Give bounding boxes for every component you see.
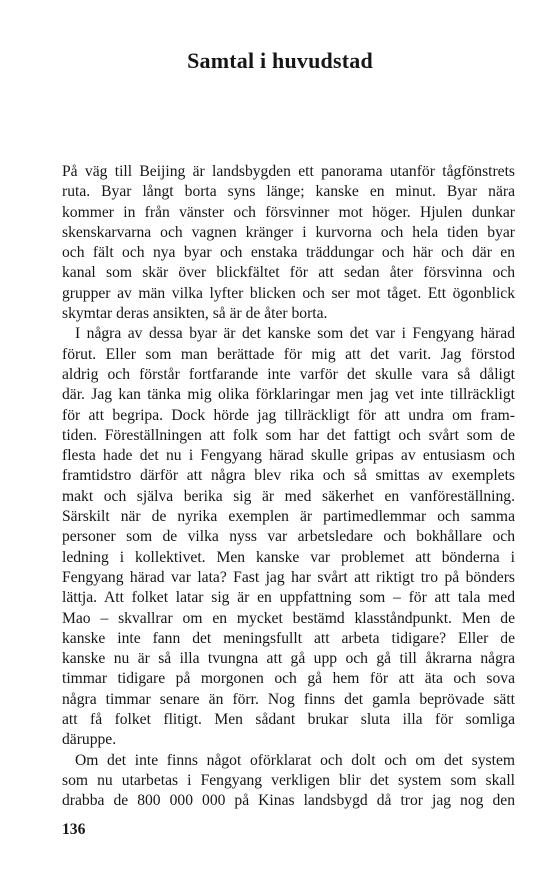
text-line: framtidstro därför att några blev rika och så smittas av exemplets: [62, 467, 515, 485]
text-line: skymtar deras ansikten, så är de åter borta.: [62, 305, 328, 323]
text-line: förut. Eller som man berättade för mig att det varit. Jag förstod: [62, 345, 515, 363]
text-line: Mao – skvallrar om en mycket bestämd klasståndpunkt. Men de: [62, 609, 515, 627]
text-line: På väg till Beijing är landsbygden ett panorama utanför tågfönstrets: [62, 163, 515, 180]
text-line: Särskilt när de nyrika exemplen är partimedlemmar och samma: [62, 508, 515, 526]
text-line: lättja. Att folket latar sig är en uppfattning som – för att tala med: [62, 589, 515, 607]
text-line: ruta. Byar långt borta syns länge; kanske en minut. Byar nära: [62, 183, 515, 201]
text-line: skenskarvarna och vagnen kränger i kurvorna och hela tiden byar: [62, 223, 515, 241]
page-number: 136: [62, 821, 86, 838]
text-line: kanske nu är så illa tvungna att gå upp och gå till åkrarna några: [62, 650, 515, 668]
text-line: kanal som skär över blickfältet för att sedan åter försvinna och: [62, 264, 515, 282]
chapter-title: Samtal i huvudstad: [187, 48, 373, 73]
body-text: [62, 162, 515, 812]
text-line: I några av dessa byar är det kanske som det var i Fengyang härad: [75, 325, 515, 343]
text-line: där. Jag kan tänka mig olika förklaringar men jag vet inte tillräckligt: [62, 386, 515, 404]
text-line: kanske inte fann det meningsfullt att arbeta tidigare? Eller de: [62, 629, 515, 647]
text-line: Fengyang härad var lata? Fast jag har svårt att riktigt tro på bönders: [62, 568, 515, 586]
text-line: Om det inte finns något oförklarat och dolt och om det system: [75, 751, 515, 769]
text-line: flesta hade det nu i Fengyang härad skulle gripas av entusiasm och: [62, 447, 515, 465]
text-line: däruppe.: [62, 731, 117, 749]
text-line: tiden. Föreställningen att folk som har det fattigt och svårt som de: [62, 426, 515, 444]
text-line: kommer in från vänster och försvinner mot höger. Hjulen dunkar: [62, 203, 515, 221]
text-line: grupper av män vilka lyfter blicken och ser mot tåget. Ett ögonblick: [62, 284, 515, 302]
text-line: drabba de 800 000 000 på Kinas landsbygd då tror jag nog den: [62, 792, 515, 810]
text-line: som nu utarbetas i Fengyang verkligen blir det system som skall: [62, 771, 515, 789]
text-line: några timmar senare än förr. Nog finns det gamla beprövade sätt: [62, 690, 515, 708]
text-line: timmar tidigare på morgonen och gå hem för att äta och sova: [62, 670, 515, 688]
text-line: personer som de vilka nyss var arbetsledare och bokhållare och: [62, 528, 515, 546]
text-line: och fält och nya byar och enstaka träddungar och här och där en: [62, 244, 515, 262]
text-line: för att begripa. Dock hörde jag tillräckligt för att undra om fram-: [62, 406, 515, 424]
text-line: makt och själva berika sig är med säkerhet en vanföreställning.: [62, 487, 515, 505]
text-line: ledning i kollektivet. Men kanske var problemet att bönderna i: [62, 548, 515, 566]
text-line: aldrig och förstår fortfarande inte varför det skulle vara så dåligt: [62, 365, 515, 383]
text-line: att få folket flitigt. Men sådant brukar sluta illa för somliga: [62, 711, 515, 729]
